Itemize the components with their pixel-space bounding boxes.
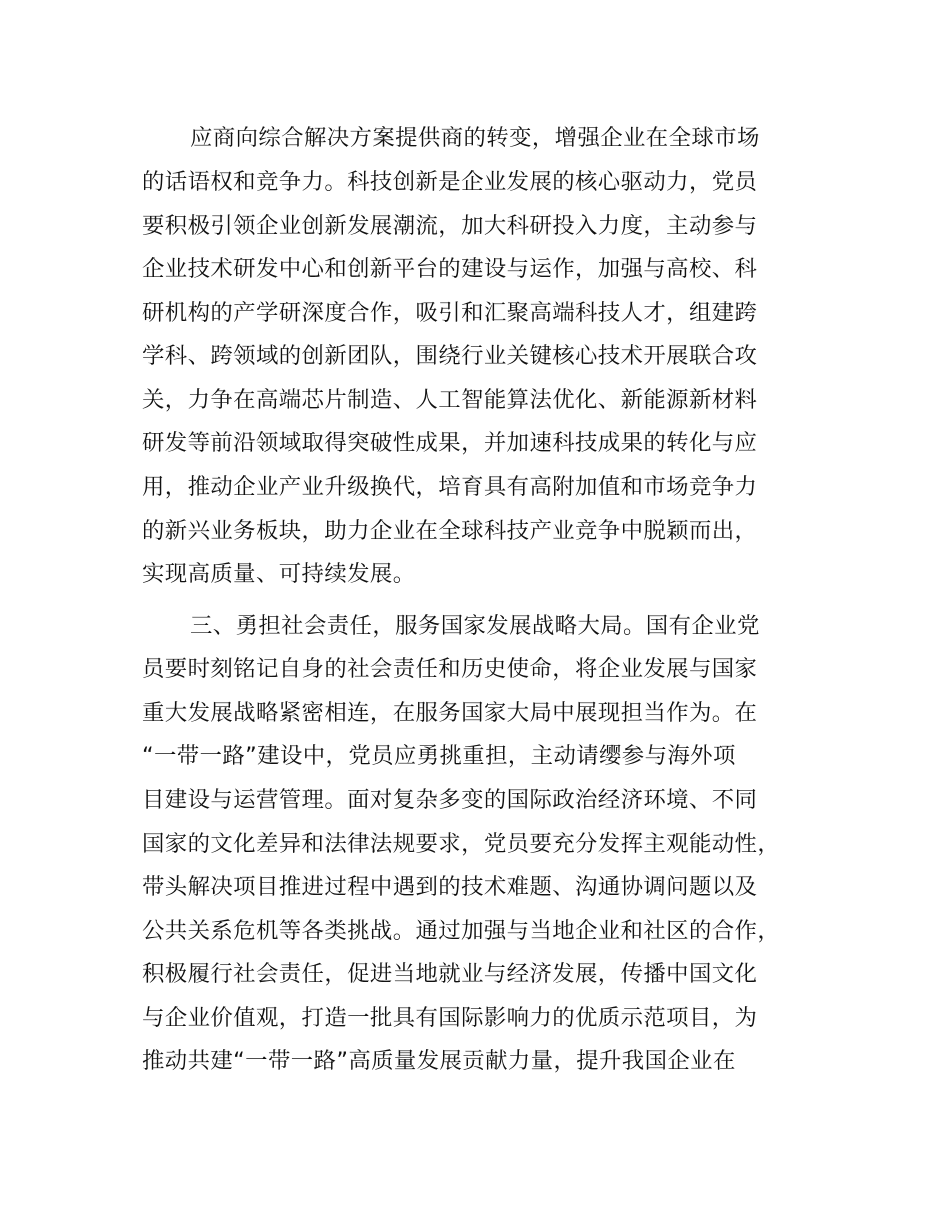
text-line: 的话语权和竞争力。科技创新是企业发展的核心驱动力，党员 bbox=[142, 169, 758, 195]
text-line: 实现高质量、可持续发展。 bbox=[142, 561, 416, 587]
text-line: 用，推动企业产业升级换代，培育具有高附加值和市场竞争力 bbox=[142, 474, 758, 500]
text-line: 重大发展战略紧密相连，在服务国家大局中展现担当作为。在 bbox=[142, 700, 758, 726]
text-line: 目建设与运营管理。面对复杂多变的国际政治经济环境、不同 bbox=[142, 787, 758, 813]
text-line: 员要时刻铭记自身的社会责任和历史使命，将企业发展与国家 bbox=[142, 656, 758, 682]
text-line: 要积极引领企业创新发展潮流，加大科研投入力度，主动参与 bbox=[142, 213, 758, 239]
text-line: 与企业价值观，打造一批具有国际影响力的优质示范项目，为 bbox=[142, 1005, 758, 1031]
text-line: 学科、跨领域的创新团队，围绕行业关键核心技术开展联合攻 bbox=[142, 343, 758, 369]
text-line: “一带一路”建设中，党员应勇挑重担，主动请缨参与海外项 bbox=[142, 743, 736, 769]
text-line: 推动共建“一带一路”高质量发展贡献力量，提升我国企业在 bbox=[142, 1048, 736, 1074]
text-line: 的新兴业务板块，助力企业在全球科技产业竞争中脱颖而出， bbox=[142, 518, 758, 544]
text-line: 积极履行社会责任，促进当地就业与经济发展，传播中国文化 bbox=[142, 961, 758, 987]
text-line: 带头解决项目推进过程中遇到的技术难题、沟通协调问题以及 bbox=[142, 874, 758, 900]
text-line: 研机构的产学研深度合作，吸引和汇聚高端科技人才，组建跨 bbox=[142, 300, 758, 326]
section-heading-line: 三、勇担社会责任，服务国家发展战略大局。国有企业党 bbox=[190, 613, 760, 639]
text-line: 公共关系危机等各类挑战。通过加强与当地企业和社区的合作， bbox=[142, 918, 781, 944]
text-line: 国家的文化差异和法律法规要求，党员要充分发挥主观能动性， bbox=[142, 831, 781, 857]
text-line: 应商向综合解决方案提供商的转变，增强企业在全球市场 bbox=[190, 125, 760, 151]
text-line: 研发等前沿领域取得突破性成果，并加速科技成果的转化与应 bbox=[142, 430, 758, 456]
text-line: 企业技术研发中心和创新平台的建设与运作，加强与高校、科 bbox=[142, 256, 758, 282]
text-line: 关，力争在高端芯片制造、人工智能算法优化、新能源新材料 bbox=[142, 387, 758, 413]
